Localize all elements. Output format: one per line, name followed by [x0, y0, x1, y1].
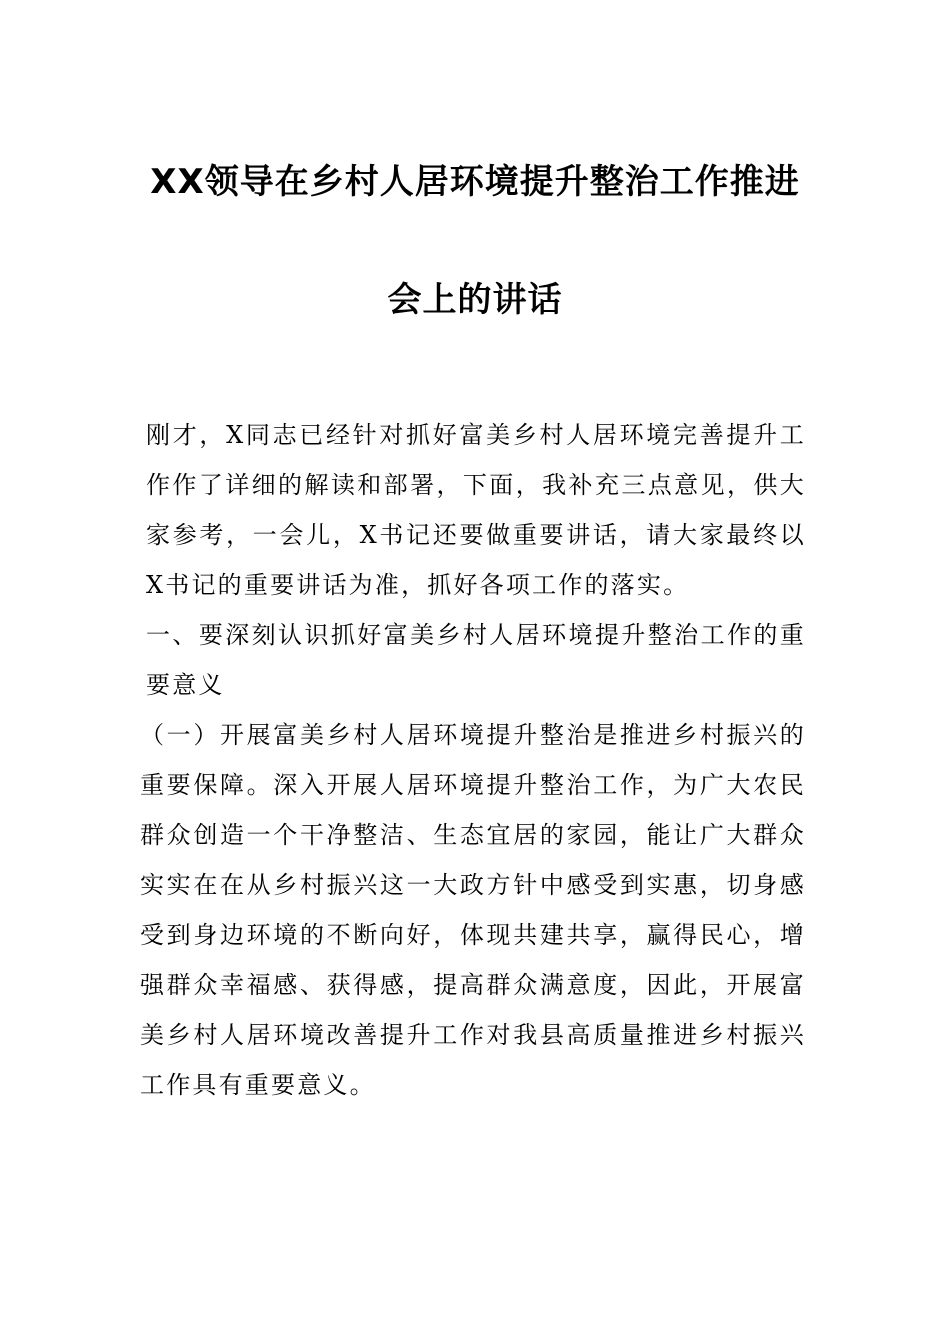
document-title-line-2: 会上的讲话: [387, 280, 563, 320]
document-body: [140, 410, 806, 1110]
document-title-line-1: XX领导在乡村人居环境提升整治工作推进: [150, 162, 800, 202]
section-heading-1: 一、要深刻认识抓好富美乡村人居环境提升整治工作的重要意义: [146, 621, 806, 699]
paragraph-intro: 刚才，X同志已经针对抓好富美乡村人居环境完善提升工作作了详细的解读和部署，下面，我补充三点意见，供大家参考，一会儿，X书记还要做重要讲话，请大家最终以X书记的重要讲话为准，抓好各项工作的落实。: [146, 421, 806, 599]
subsection-paragraph-1: （一）开展富美乡村人居环境提升整治是推进乡村振兴的重要保障。深入开展人居环境提升整治工作，为广大农民群众创造一个干净整洁、生态宜居的家园，能让广大群众实实在在从乡村振兴这一大政方针中感受到实惠，切身感受到身边环境的不断向好，体现共建共享，赢得民心，增强群众幸福感、获得感，提高群众满意度，因此，开展富美乡村人居环境改善提升工作对我县高质量推进乡村振兴工作具有重要意义。: [140, 721, 806, 1099]
